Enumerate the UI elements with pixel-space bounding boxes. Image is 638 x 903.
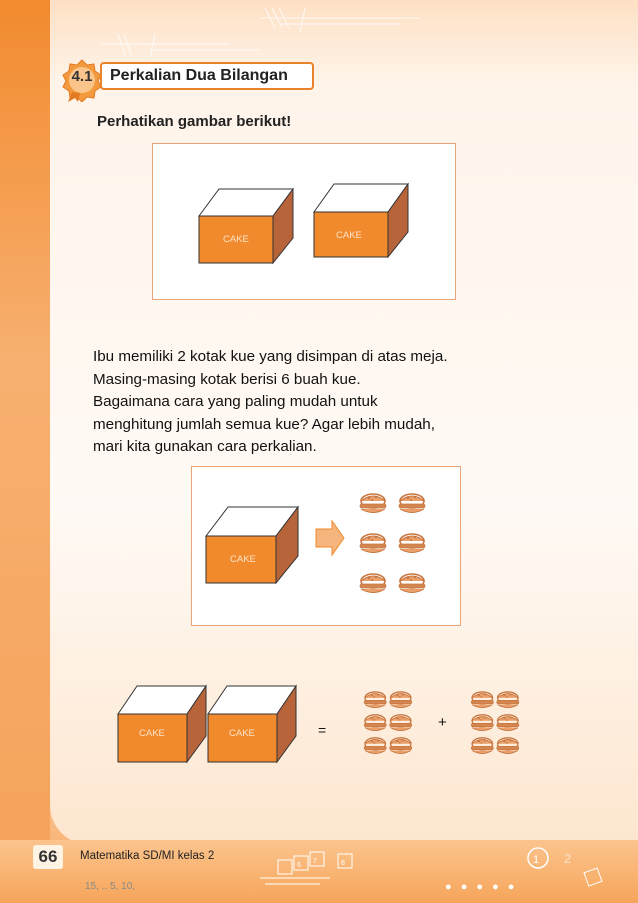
paragraph-line: Bagaimana cara yang paling mudah untuk <box>93 393 378 410</box>
clock-decoration <box>520 842 610 892</box>
cake-label: CAKE <box>229 728 255 739</box>
page-number: 66 <box>33 845 63 869</box>
cake-box <box>314 184 408 257</box>
cake-group <box>471 692 519 754</box>
cake-box <box>118 686 206 762</box>
deco-digit: 8 <box>341 860 345 867</box>
cake-group <box>360 494 425 593</box>
paragraph-line: Ibu memiliki 2 kotak kue yang disimpan di atas meja. <box>93 348 448 365</box>
left-decorative-strip <box>0 0 50 903</box>
equals-sign: = <box>318 722 327 738</box>
story-paragraph <box>93 346 533 459</box>
cake-box <box>208 686 296 762</box>
cake-box <box>199 189 293 263</box>
section-number: 4.1 <box>71 68 93 85</box>
instruction-text: Perhatikan gambar berikut! <box>97 113 292 130</box>
cake-group <box>364 692 412 754</box>
cake-label: CAKE <box>230 554 256 565</box>
top-decoration <box>0 0 638 60</box>
paragraph-line: Masing-masing kotak berisi 6 buah kue. <box>93 370 361 388</box>
cake-label: CAKE <box>336 230 362 241</box>
paragraph-line: mari kita gunakan cara perkalian. <box>93 438 317 455</box>
page-dots: ● ● ● ● ● <box>445 881 518 893</box>
number-sequence: 15, .. 5, 10, <box>85 881 136 892</box>
deco-digit: 7 <box>313 858 317 865</box>
paragraph-line: menghitung jumlah semua kue? Agar lebih mudah, <box>93 415 435 433</box>
two-cake-boxes-figure <box>152 143 456 300</box>
book-title: Matematika SD/MI kelas 2 <box>80 850 215 862</box>
arrow-right-icon <box>316 521 344 555</box>
clock-digit: 2 <box>564 851 572 866</box>
clock-digit: 1 <box>533 854 540 866</box>
cake-label: CAKE <box>139 728 165 739</box>
number-cards-decoration <box>250 848 380 893</box>
one-box-six-cakes-figure <box>191 466 461 626</box>
section-title: Perkalian Dua Bilangan <box>100 62 314 90</box>
plus-sign: + <box>438 714 447 731</box>
cake-box <box>206 507 298 583</box>
cake-label: CAKE <box>223 234 249 245</box>
deco-digit: 6 <box>297 862 301 869</box>
